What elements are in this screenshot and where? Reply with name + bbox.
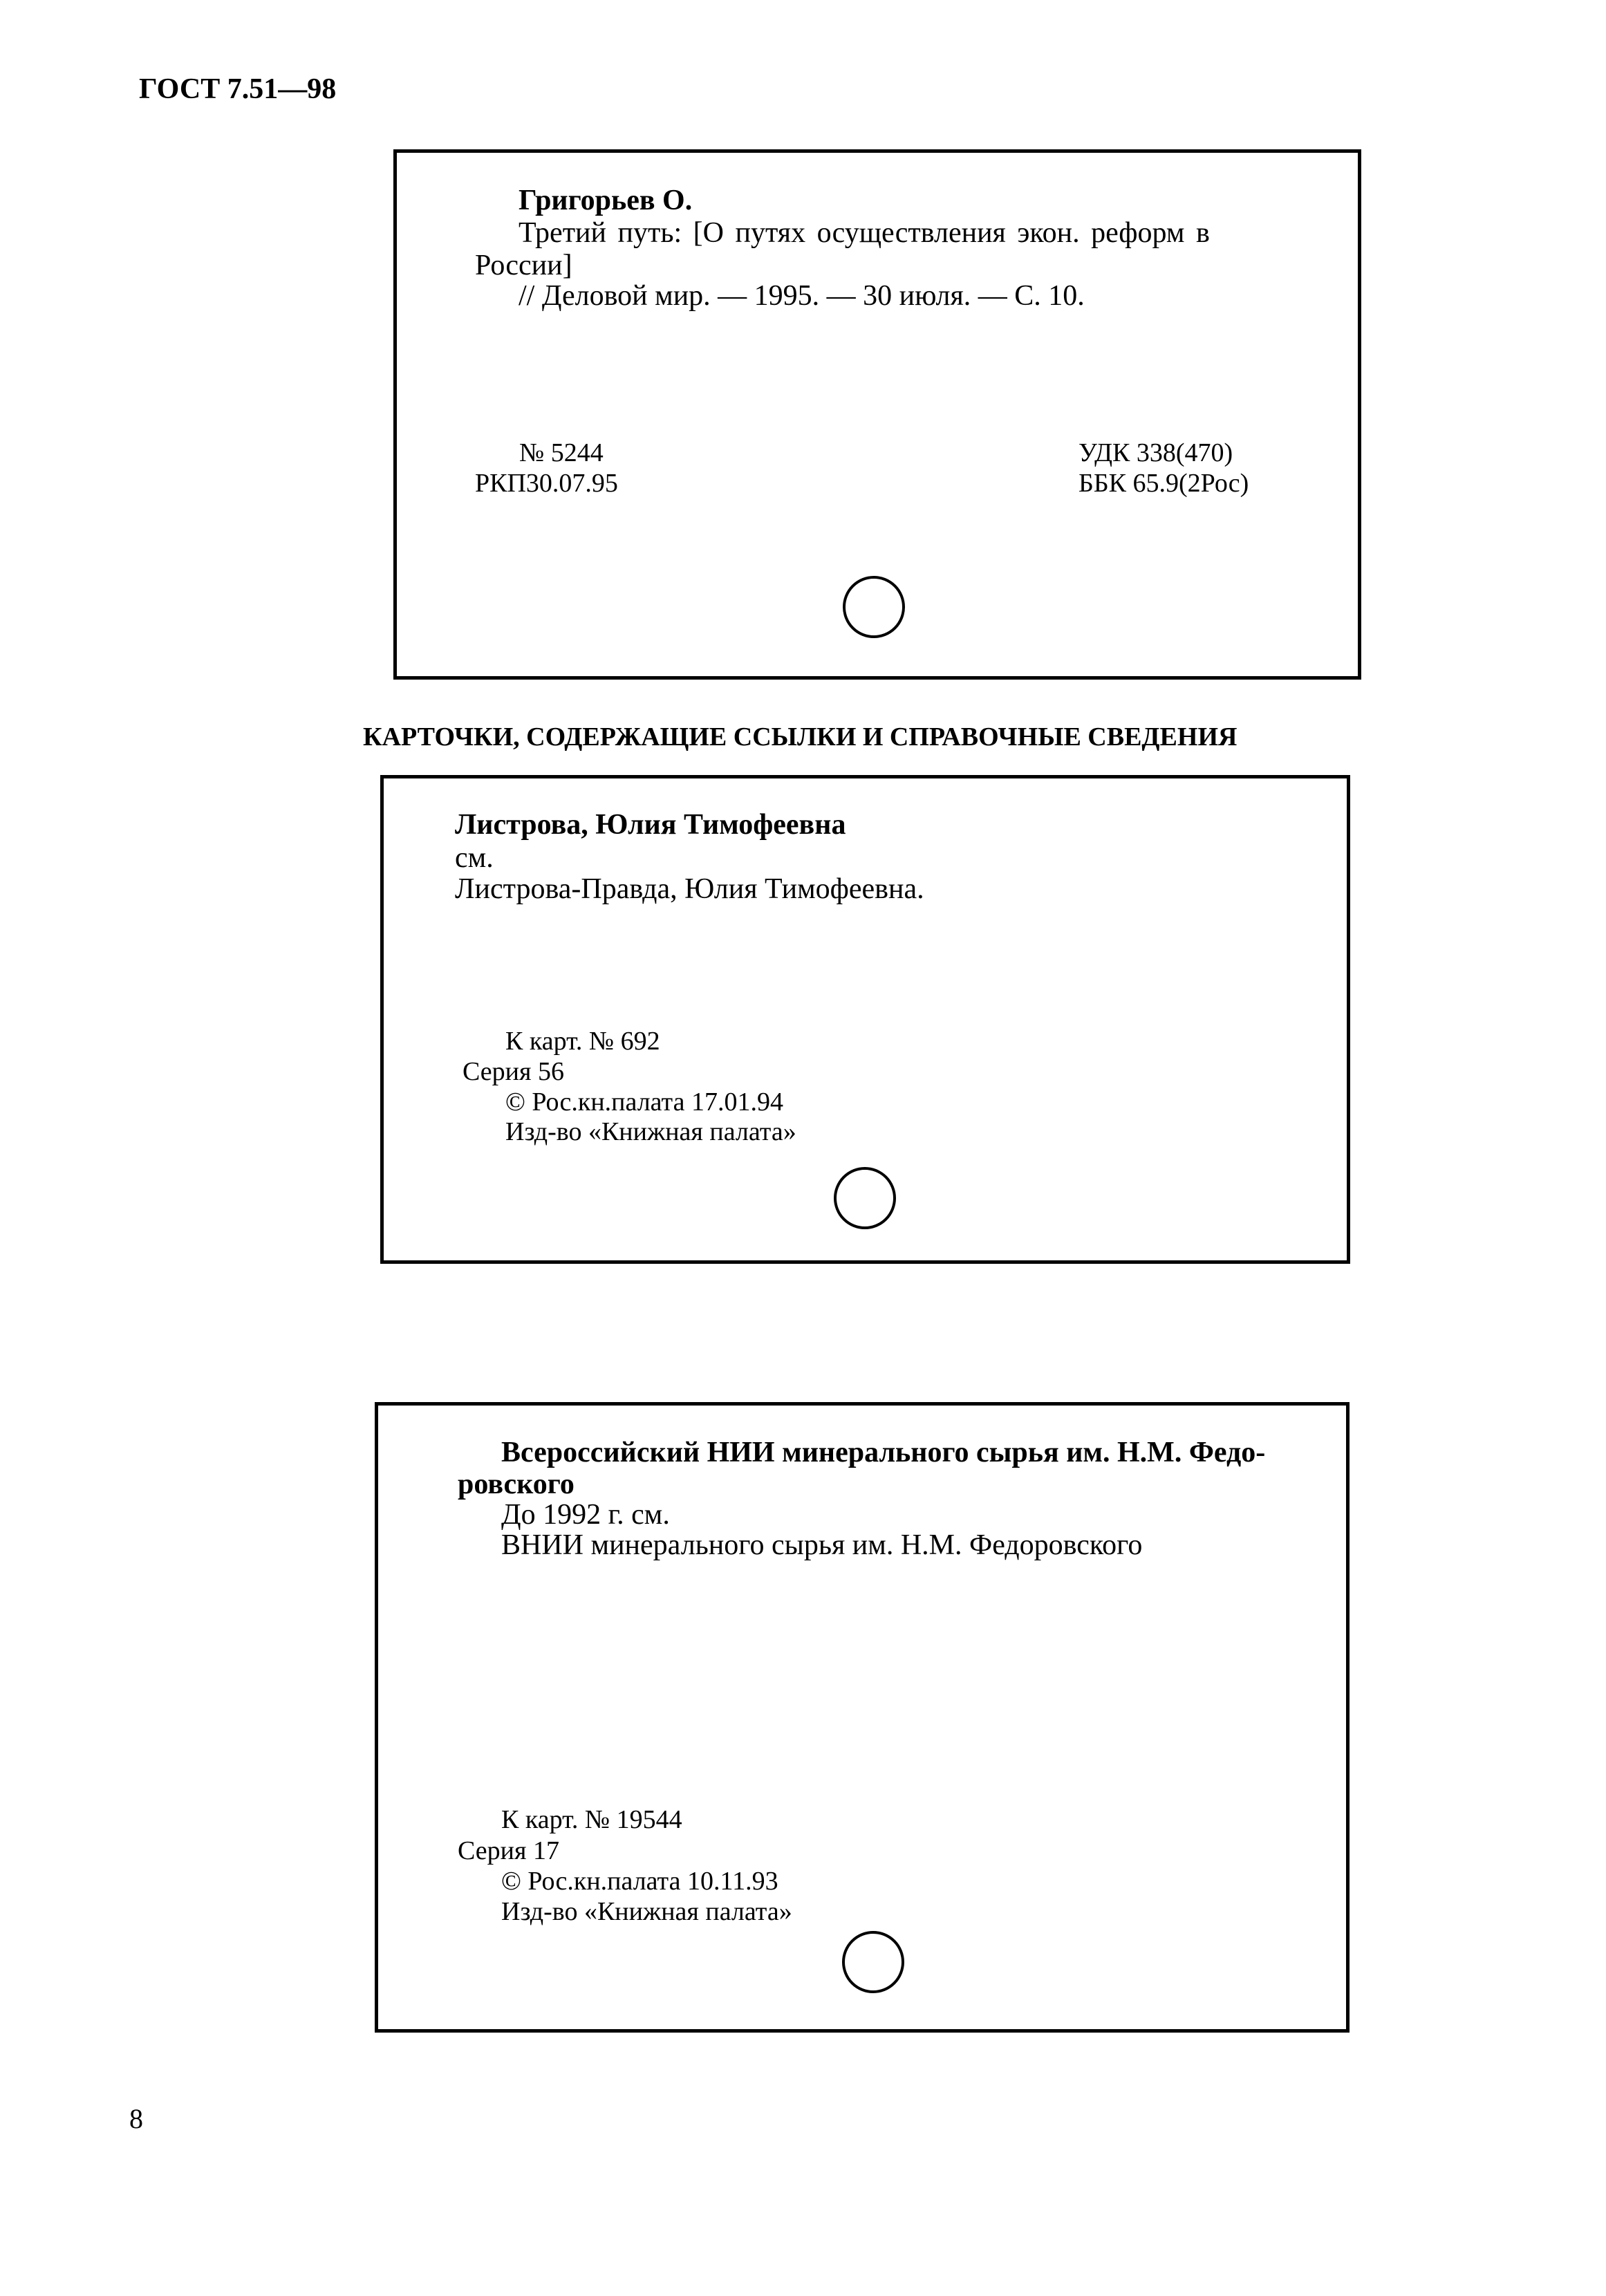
card3-reference: ВНИИ минерального сырья им. Н.М. Федоровского xyxy=(501,1529,1143,1561)
page-number: 8 xyxy=(129,2103,143,2134)
card2-card-number: К карт. № 692 xyxy=(505,1027,660,1056)
card2-copyright: © Рос.кн.палата 17.01.94 xyxy=(505,1088,783,1117)
card1-bbk: ББК 65.9(2Рос) xyxy=(1079,469,1249,498)
card1-source: // Деловой мир. — 1995. — 30 июля. — С. 10. xyxy=(519,280,1085,312)
card2-see: см. xyxy=(455,842,494,874)
card3-punch-hole xyxy=(842,1931,904,1993)
card2-publisher: Изд-во «Книжная палата» xyxy=(505,1117,796,1146)
card1-punch-hole xyxy=(843,576,905,638)
card3-publisher: Изд-во «Книжная палата» xyxy=(501,1897,792,1926)
card3-heading-line2: ровского xyxy=(458,1468,575,1500)
card1-title-line1: Третий путь: [О путях осуществления экон. реформ в xyxy=(519,217,1210,249)
card2-series: Серия 56 xyxy=(463,1057,564,1086)
card3-card-number: К карт. № 19544 xyxy=(501,1805,682,1834)
card3-series: Серия 17 xyxy=(458,1836,559,1865)
card2-heading: Листрова, Юлия Тимофеевна xyxy=(455,809,846,841)
section-heading: КАРТОЧКИ, СОДЕРЖАЩИЕ ССЫЛКИ И СПРАВОЧНЫЕ СВЕДЕНИЯ xyxy=(363,722,1238,752)
document-code: ГОСТ 7.51—98 xyxy=(139,73,337,105)
card2-punch-hole xyxy=(834,1167,896,1229)
card1-udk: УДК 338(470) xyxy=(1079,438,1233,467)
card1-number: № 5244 xyxy=(519,438,604,467)
card3-copyright: © Рос.кн.палата 10.11.93 xyxy=(501,1867,778,1896)
card3-heading-line1: Всероссийский НИИ минерального сырья им. Н.М. Федо- xyxy=(501,1437,1266,1468)
card1-author: Григорьев О. xyxy=(519,185,693,216)
card1-rkp: РКП30.07.95 xyxy=(475,469,618,498)
card3-see: До 1992 г. см. xyxy=(501,1499,670,1531)
card2-reference: Листрова-Правда, Юлия Тимофеевна. xyxy=(455,873,924,905)
card1-title-line2: России] xyxy=(475,250,572,281)
